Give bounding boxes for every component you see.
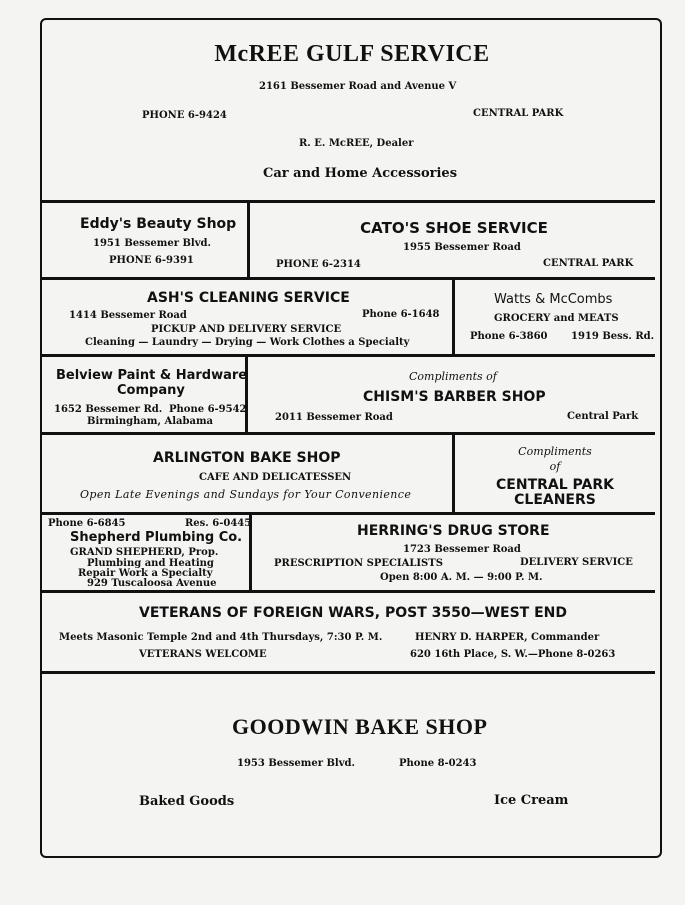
ad-phone: PHONE 6-9391 xyxy=(109,255,194,266)
ad-title: CATO'S SHOE SERVICE xyxy=(360,219,548,237)
ad-phone: Phone 6-6845 xyxy=(48,518,126,529)
ad-delivery: DELIVERY SERVICE xyxy=(520,557,633,568)
ad-address: 1723 Bessemer Road xyxy=(403,544,521,555)
ad-line: GROCERY and MEATS xyxy=(494,313,619,324)
ad-address: 929 Tuscaloosa Avenue xyxy=(87,578,217,589)
ad-specialists: PRESCRIPTION SPECIALISTS xyxy=(274,558,443,569)
ad-right-text: Ice Cream xyxy=(494,793,569,808)
ad-title: ASH'S CLEANING SERVICE xyxy=(147,290,350,306)
ad-compliments: Compliments xyxy=(518,445,592,458)
ad-address: 1951 Bessemer Blvd. xyxy=(93,238,211,249)
divider xyxy=(247,202,250,277)
ad-line: CAFE AND DELICATESSEN xyxy=(199,472,352,483)
divider xyxy=(41,277,655,280)
ad-dealer: R. E. McREE, Dealer xyxy=(299,138,414,149)
ad-title-line2: Company xyxy=(117,383,185,398)
ad-title: VETERANS OF FOREIGN WARS, POST 3550—WEST END xyxy=(139,605,567,621)
ad-title: HERRING'S DRUG STORE xyxy=(357,523,550,539)
ad-hours: Open 8:00 A. M. — 9:00 P. M. xyxy=(380,572,543,583)
ad-title: GOODWIN BAKE SHOP xyxy=(232,714,488,739)
divider xyxy=(41,671,655,674)
ad-address: 2011 Bessemer Road xyxy=(275,412,393,423)
divider xyxy=(452,279,455,354)
ad-title: ARLINGTON BAKE SHOP xyxy=(153,450,341,466)
divider xyxy=(41,354,655,357)
ad-hours: Open Late Evenings and Sundays for Your Convenience xyxy=(80,488,412,501)
ad-compliments: Compliments of xyxy=(409,370,497,383)
ad-res-phone: Res. 6-0445 xyxy=(185,518,252,529)
ad-address: 1919 Bess. Rd. xyxy=(571,331,655,342)
ad-line2: Repair Work a Specialty xyxy=(78,568,213,579)
ad-phone: Phone 6-1648 xyxy=(362,309,440,320)
ad-area: Central Park xyxy=(567,411,639,422)
ad-title-line2: CLEANERS xyxy=(514,492,596,508)
ad-specialty: Cleaning — Laundry — Drying — Work Clothes a Specialty xyxy=(85,337,410,348)
ad-area: CENTRAL PARK xyxy=(473,108,564,119)
ad-phone: Phone 8-0243 xyxy=(399,758,477,769)
ad-title: Shepherd Plumbing Co. xyxy=(70,530,243,545)
ad-title: McREE GULF SERVICE xyxy=(214,41,490,67)
ad-title: CENTRAL PARK xyxy=(496,477,614,493)
ad-address: 620 16th Place, S. W.—Phone 8-0263 xyxy=(410,649,616,660)
ad-tagline: Car and Home Accessories xyxy=(263,166,458,181)
ad-title: Watts & McCombs xyxy=(494,292,613,307)
ad-title: CHISM'S BARBER SHOP xyxy=(363,389,546,405)
ad-address: 1414 Bessemer Road xyxy=(69,310,187,321)
ad-welcome: VETERANS WELCOME xyxy=(139,649,267,660)
ad-commander: HENRY D. HARPER, Commander xyxy=(415,632,600,643)
ad-city: Birmingham, Alabama xyxy=(87,416,214,427)
divider xyxy=(41,512,655,515)
divider xyxy=(41,200,655,203)
divider xyxy=(41,432,655,435)
ad-left-text: Baked Goods xyxy=(139,794,235,809)
ad-phone: Phone 6-3860 xyxy=(470,331,548,342)
ad-title: Belview Paint & Hardware xyxy=(56,368,248,383)
ad-address: 1955 Bessemer Road xyxy=(403,242,521,253)
ad-phone: PHONE 6-2314 xyxy=(276,259,361,270)
ad-of: of xyxy=(549,460,561,473)
ad-prop: GRAND SHEPHERD, Prop. xyxy=(70,547,219,558)
ad-title: Eddy's Beauty Shop xyxy=(80,216,237,232)
ad-address: 2161 Bessemer Road and Avenue V xyxy=(259,81,457,92)
ad-line1: Plumbing and Heating xyxy=(87,558,214,569)
ad-area: CENTRAL PARK xyxy=(543,258,634,269)
ad-phone: PHONE 6-9424 xyxy=(142,110,227,121)
ad-service: PICKUP AND DELIVERY SERVICE xyxy=(151,324,342,335)
ad-phone: Phone 6-9542 xyxy=(169,404,247,415)
ad-meets: Meets Masonic Temple 2nd and 4th Thursdays, 7:30 P. M. xyxy=(59,632,383,643)
divider xyxy=(41,590,655,593)
ad-address: 1953 Bessemer Blvd. xyxy=(237,758,355,769)
ad-address: 1652 Bessemer Rd. xyxy=(54,404,163,415)
